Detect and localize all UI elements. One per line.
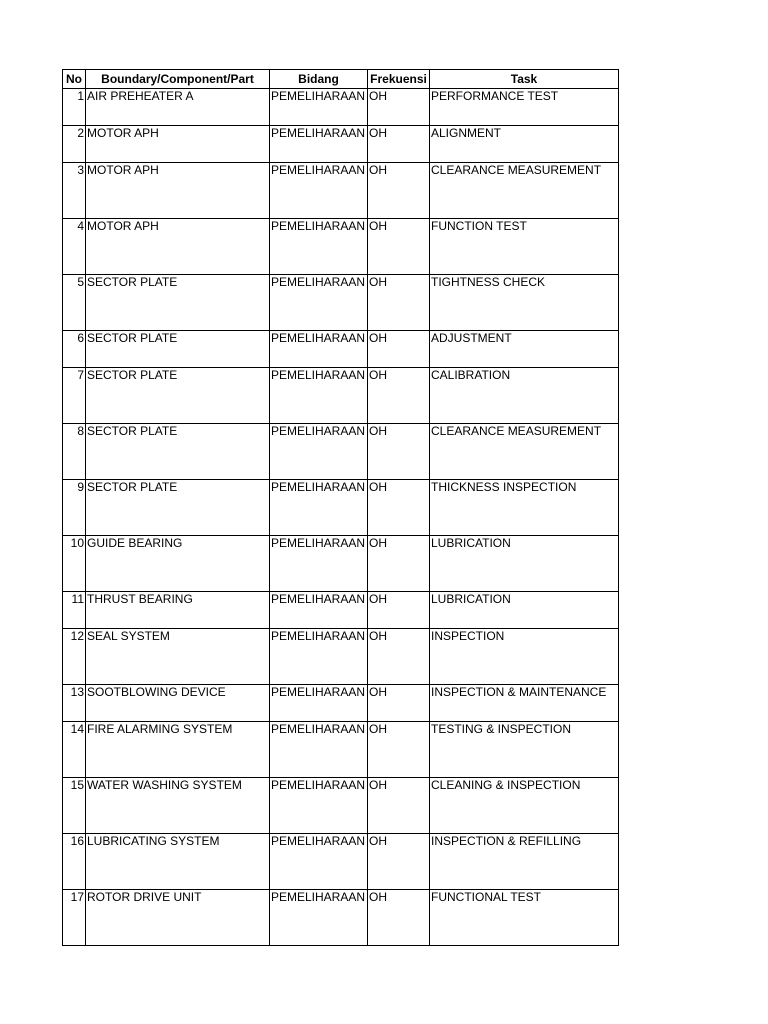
header-frekuensi: Frekuensi (368, 70, 430, 89)
cell-task: CLEARANCE MEASUREMENT (430, 424, 619, 480)
cell-no: 16 (63, 834, 86, 890)
cell-task: PERFORMANCE TEST (430, 89, 619, 126)
table-row (63, 331, 619, 368)
table-row (63, 163, 619, 219)
cell-frekuensi: OH (368, 778, 430, 834)
cell-no: 4 (63, 219, 86, 275)
cell-frekuensi: OH (368, 275, 430, 331)
cell-task: LUBRICATION (430, 592, 619, 629)
table-row (63, 592, 619, 629)
cell-task: CALIBRATION (430, 368, 619, 424)
cell-bidang: PEMELIHARAAN (270, 275, 368, 331)
cell-frekuensi: OH (368, 424, 430, 480)
cell-no: 8 (63, 424, 86, 480)
cell-task: ALIGNMENT (430, 126, 619, 163)
cell-task: THICKNESS INSPECTION (430, 480, 619, 536)
cell-frekuensi: OH (368, 536, 430, 592)
cell-no: 10 (63, 536, 86, 592)
cell-part: SECTOR PLATE (86, 480, 270, 536)
table-row (63, 778, 619, 834)
table-row (63, 219, 619, 275)
cell-no: 14 (63, 722, 86, 778)
cell-frekuensi: OH (368, 368, 430, 424)
header-task: Task (430, 70, 619, 89)
cell-part: GUIDE BEARING (86, 536, 270, 592)
cell-part: SECTOR PLATE (86, 368, 270, 424)
cell-frekuensi: OH (368, 685, 430, 722)
cell-no: 3 (63, 163, 86, 219)
table-row (63, 722, 619, 778)
cell-frekuensi: OH (368, 890, 430, 946)
cell-bidang: PEMELIHARAAN (270, 89, 368, 126)
cell-task: INSPECTION (430, 629, 619, 685)
cell-frekuensi: OH (368, 722, 430, 778)
cell-task: INSPECTION & MAINTENANCE (430, 685, 619, 722)
cell-part: FIRE ALARMING SYSTEM (86, 722, 270, 778)
cell-part: SOOTBLOWING DEVICE (86, 685, 270, 722)
table-row (63, 126, 619, 163)
table-row (63, 480, 619, 536)
table-row (63, 424, 619, 480)
cell-frekuensi: OH (368, 126, 430, 163)
cell-no: 2 (63, 126, 86, 163)
cell-part: LUBRICATING SYSTEM (86, 834, 270, 890)
cell-no: 9 (63, 480, 86, 536)
cell-bidang: PEMELIHARAAN (270, 685, 368, 722)
header-no: No (63, 70, 86, 89)
cell-bidang: PEMELIHARAAN (270, 536, 368, 592)
table-row (63, 89, 619, 126)
cell-task: LUBRICATION (430, 536, 619, 592)
cell-bidang: PEMELIHARAAN (270, 778, 368, 834)
table-row (63, 834, 619, 890)
maintenance-task-table (62, 69, 619, 946)
cell-no: 17 (63, 890, 86, 946)
cell-part: SECTOR PLATE (86, 275, 270, 331)
cell-part: SECTOR PLATE (86, 331, 270, 368)
table-row (63, 368, 619, 424)
cell-bidang: PEMELIHARAAN (270, 722, 368, 778)
cell-no: 6 (63, 331, 86, 368)
cell-part: AIR PREHEATER A (86, 89, 270, 126)
table-row (63, 890, 619, 946)
table-row (63, 275, 619, 331)
cell-bidang: PEMELIHARAAN (270, 890, 368, 946)
cell-part: MOTOR APH (86, 126, 270, 163)
cell-task: CLEANING & INSPECTION (430, 778, 619, 834)
cell-bidang: PEMELIHARAAN (270, 163, 368, 219)
cell-no: 5 (63, 275, 86, 331)
cell-no: 15 (63, 778, 86, 834)
cell-part: ROTOR DRIVE UNIT (86, 890, 270, 946)
cell-task: CLEARANCE MEASUREMENT (430, 163, 619, 219)
header-bidang: Bidang (270, 70, 368, 89)
cell-bidang: PEMELIHARAAN (270, 834, 368, 890)
cell-part: SEAL SYSTEM (86, 629, 270, 685)
cell-bidang: PEMELIHARAAN (270, 480, 368, 536)
cell-no: 11 (63, 592, 86, 629)
table-row (63, 629, 619, 685)
cell-bidang: PEMELIHARAAN (270, 368, 368, 424)
cell-task: INSPECTION & REFILLING (430, 834, 619, 890)
cell-frekuensi: OH (368, 163, 430, 219)
cell-bidang: PEMELIHARAAN (270, 126, 368, 163)
cell-bidang: PEMELIHARAAN (270, 219, 368, 275)
cell-bidang: PEMELIHARAAN (270, 424, 368, 480)
cell-task: ADJUSTMENT (430, 331, 619, 368)
table-body (63, 89, 619, 946)
table-row (63, 536, 619, 592)
cell-bidang: PEMELIHARAAN (270, 629, 368, 685)
cell-no: 7 (63, 368, 86, 424)
cell-no: 13 (63, 685, 86, 722)
cell-frekuensi: OH (368, 629, 430, 685)
cell-part: THRUST BEARING (86, 592, 270, 629)
header-part: Boundary/Component/Part (86, 70, 270, 89)
table-header-row (63, 70, 619, 89)
cell-part: WATER WASHING SYSTEM (86, 778, 270, 834)
cell-no: 12 (63, 629, 86, 685)
cell-bidang: PEMELIHARAAN (270, 592, 368, 629)
table-row (63, 685, 619, 722)
cell-task: FUNCTIONAL TEST (430, 890, 619, 946)
cell-frekuensi: OH (368, 592, 430, 629)
cell-task: TIGHTNESS CHECK (430, 275, 619, 331)
cell-task: TESTING & INSPECTION (430, 722, 619, 778)
cell-frekuensi: OH (368, 219, 430, 275)
cell-task: FUNCTION TEST (430, 219, 619, 275)
cell-bidang: PEMELIHARAAN (270, 331, 368, 368)
cell-part: MOTOR APH (86, 219, 270, 275)
cell-frekuensi: OH (368, 331, 430, 368)
cell-part: MOTOR APH (86, 163, 270, 219)
cell-frekuensi: OH (368, 834, 430, 890)
cell-no: 1 (63, 89, 86, 126)
cell-frekuensi: OH (368, 89, 430, 126)
cell-frekuensi: OH (368, 480, 430, 536)
cell-part: SECTOR PLATE (86, 424, 270, 480)
